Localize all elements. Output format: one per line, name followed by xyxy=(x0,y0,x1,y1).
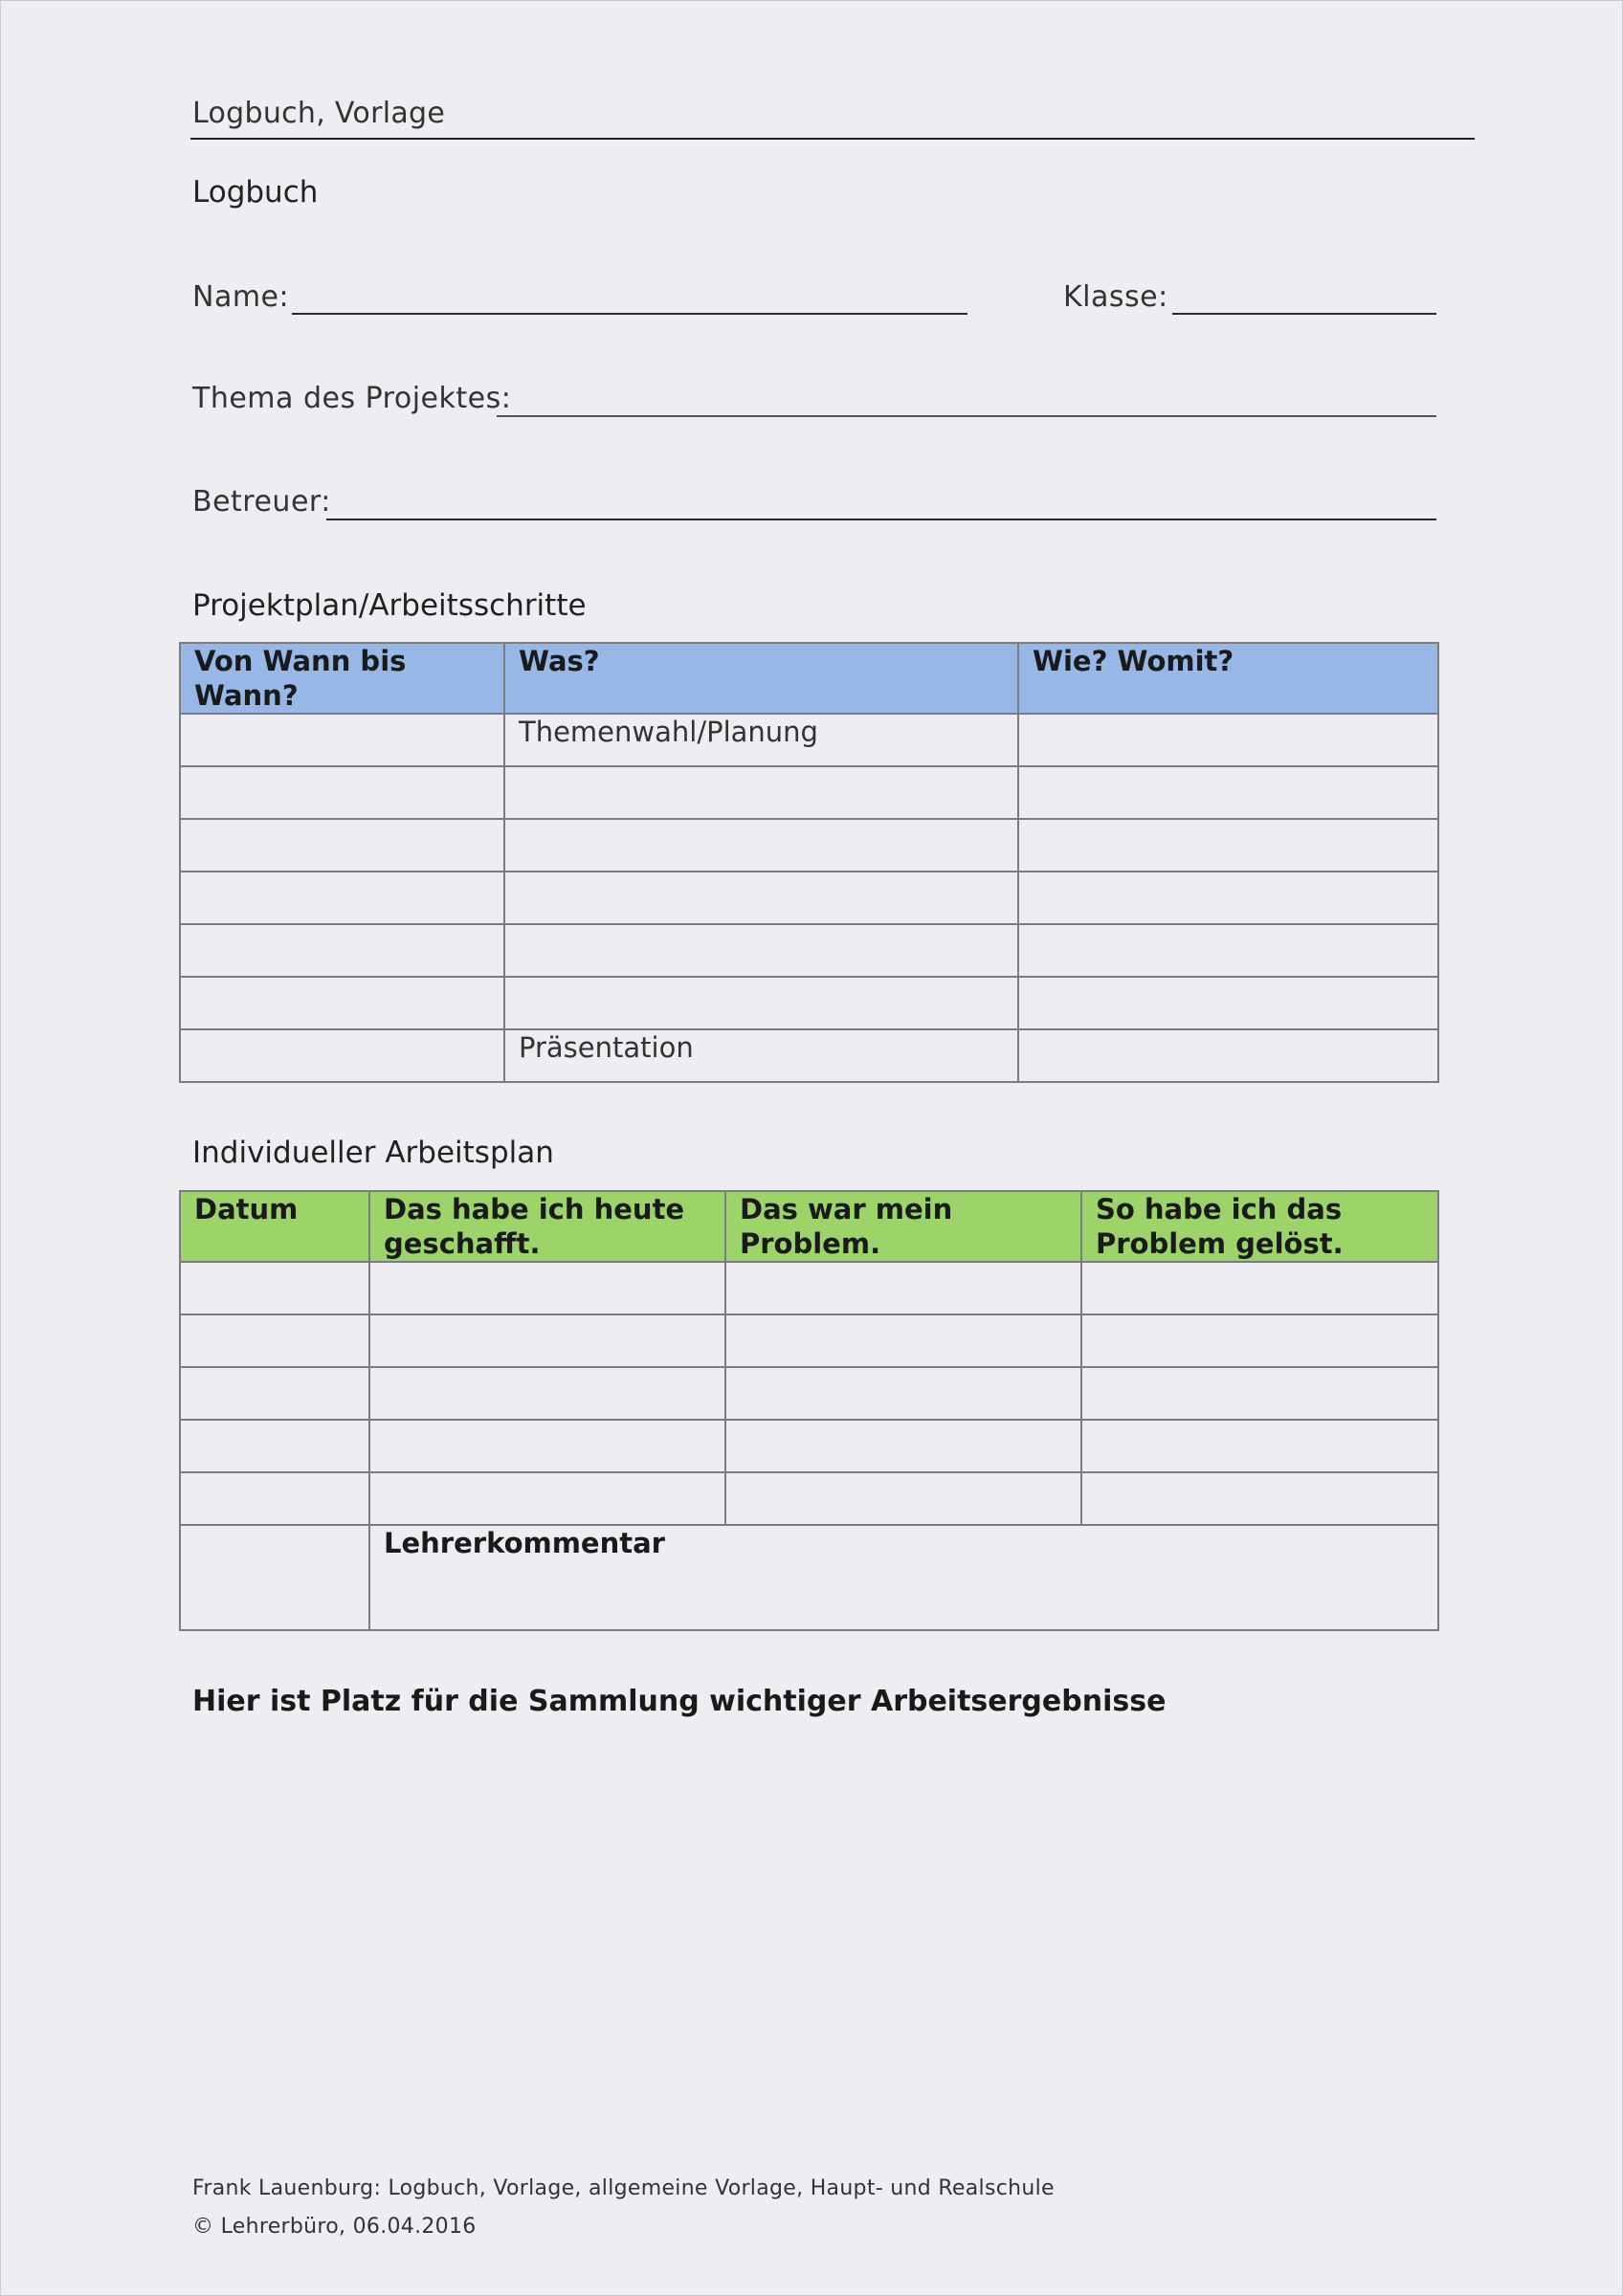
comment-row xyxy=(180,1525,1438,1630)
arbeitsplan-table xyxy=(179,1190,1439,1631)
table-row xyxy=(180,819,1438,872)
betreuer-field[interactable] xyxy=(326,519,1436,520)
table-cell[interactable] xyxy=(369,1420,725,1472)
header-rule xyxy=(190,138,1475,140)
table-cell[interactable] xyxy=(504,924,1018,977)
table-cell[interactable] xyxy=(1018,1029,1438,1082)
table-cell[interactable] xyxy=(725,1367,1081,1420)
table-row xyxy=(180,872,1438,924)
table-cell[interactable] xyxy=(1018,766,1438,819)
table-cell[interactable] xyxy=(369,1367,725,1420)
table-cell[interactable] xyxy=(180,766,504,819)
name-field[interactable] xyxy=(292,313,967,315)
document-header: Logbuch, Vorlage xyxy=(192,97,446,130)
table-cell[interactable] xyxy=(1018,977,1438,1029)
sammlung-heading: Hier ist Platz für die Sammlung wichtiger Arbeitsergebnisse xyxy=(192,1685,1167,1718)
table-row xyxy=(180,1262,1438,1314)
table-cell[interactable] xyxy=(725,1420,1081,1472)
table-cell[interactable] xyxy=(180,1420,369,1472)
projektplan-header-row xyxy=(180,643,1438,714)
table-row xyxy=(180,714,1438,766)
projektplan-table xyxy=(179,642,1439,1083)
thema-label: Thema des Projektes: xyxy=(192,382,512,415)
table-cell[interactable] xyxy=(1081,1314,1438,1367)
footer-copyright: © Lehrerbüro, 06.04.2016 xyxy=(192,2215,477,2239)
table-cell[interactable] xyxy=(1081,1420,1438,1472)
table-cell[interactable] xyxy=(369,1314,725,1367)
table-row xyxy=(180,924,1438,977)
footer-credit: Frank Lauenburg: Logbuch, Vorlage, allgemeine Vorlage, Haupt- und Realschule xyxy=(192,2176,1055,2200)
table-cell[interactable] xyxy=(1081,1472,1438,1525)
table-row xyxy=(180,977,1438,1029)
table-cell[interactable] xyxy=(180,1314,369,1367)
table-row xyxy=(180,1472,1438,1525)
table-cell[interactable]: Themenwahl/Planung xyxy=(504,714,1018,766)
table-cell[interactable] xyxy=(1018,714,1438,766)
table-cell[interactable]: Präsentation xyxy=(504,1029,1018,1082)
table-cell[interactable] xyxy=(504,766,1018,819)
klasse-field[interactable] xyxy=(1172,313,1436,315)
table-cell[interactable] xyxy=(180,1262,369,1314)
table-cell[interactable] xyxy=(725,1262,1081,1314)
arbeitsplan-header-cell: So habe ich das Problem gelöst. xyxy=(1081,1191,1438,1262)
projektplan-header-cell: Was? xyxy=(504,643,1018,714)
arbeitsplan-header-cell: Datum xyxy=(180,1191,369,1262)
table-cell[interactable] xyxy=(1018,819,1438,872)
table-cell[interactable] xyxy=(1081,1367,1438,1420)
table-cell[interactable] xyxy=(1018,872,1438,924)
betreuer-label: Betreuer: xyxy=(192,485,331,519)
arbeitsplan-title: Individueller Arbeitsplan xyxy=(192,1136,554,1170)
table-cell[interactable] xyxy=(504,977,1018,1029)
table-row xyxy=(180,1314,1438,1367)
table-cell[interactable] xyxy=(180,872,504,924)
klasse-label: Klasse: xyxy=(1063,280,1168,314)
table-cell[interactable] xyxy=(180,1472,369,1525)
name-label: Name: xyxy=(192,280,290,314)
table-cell[interactable] xyxy=(504,819,1018,872)
table-row xyxy=(180,1420,1438,1472)
arbeitsplan-header-cell: Das war mein Problem. xyxy=(725,1191,1081,1262)
table-cell[interactable] xyxy=(504,872,1018,924)
table-cell[interactable] xyxy=(725,1472,1081,1525)
comment-empty-cell[interactable] xyxy=(180,1525,369,1630)
table-row xyxy=(180,1029,1438,1082)
table-cell[interactable] xyxy=(369,1472,725,1525)
table-cell[interactable] xyxy=(180,977,504,1029)
page-title: Logbuch xyxy=(192,175,319,210)
table-cell[interactable] xyxy=(369,1262,725,1314)
table-cell[interactable] xyxy=(1081,1262,1438,1314)
table-cell[interactable] xyxy=(180,924,504,977)
projektplan-title: Projektplan/Arbeitsschritte xyxy=(192,588,587,623)
table-cell[interactable] xyxy=(180,714,504,766)
projektplan-header-cell: Wie? Womit? xyxy=(1018,643,1438,714)
table-cell[interactable] xyxy=(180,819,504,872)
table-cell[interactable] xyxy=(180,1367,369,1420)
arbeitsplan-header-row xyxy=(180,1191,1438,1262)
thema-field[interactable] xyxy=(497,415,1436,417)
arbeitsplan-header-cell: Das habe ich heute geschafft. xyxy=(369,1191,725,1262)
table-row xyxy=(180,766,1438,819)
table-cell[interactable] xyxy=(725,1314,1081,1367)
table-row xyxy=(180,1367,1438,1420)
lehrerkommentar-cell[interactable]: Lehrerkommentar xyxy=(369,1525,1438,1630)
projektplan-header-cell: Von Wann bis Wann? xyxy=(180,643,504,714)
table-cell[interactable] xyxy=(180,1029,504,1082)
table-cell[interactable] xyxy=(1018,924,1438,977)
